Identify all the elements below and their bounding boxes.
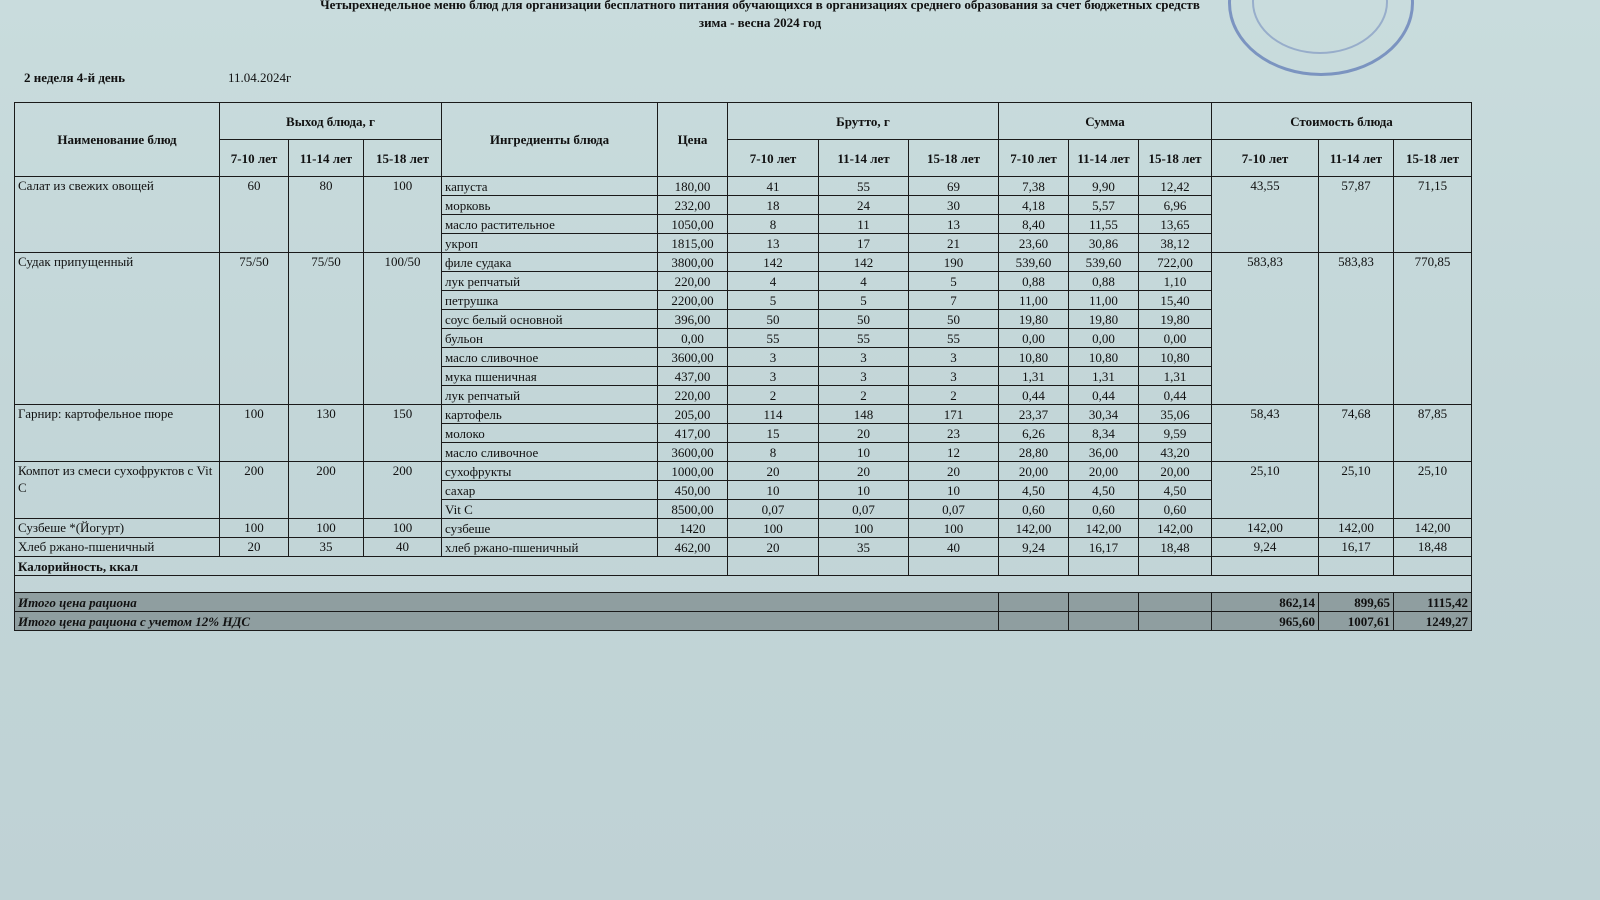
ingredient-sum: 10,80 — [1139, 348, 1212, 367]
col-output: Выход блюда, г — [220, 103, 442, 140]
ingredient-gross: 55 — [728, 329, 819, 348]
ingredient-sum: 20,00 — [1069, 462, 1139, 481]
ingredient-name: Vit C — [442, 500, 658, 519]
total-empty-cell — [1069, 612, 1139, 631]
ingredient-gross: 55 — [819, 329, 909, 348]
dish-cost: 16,17 — [1319, 538, 1394, 557]
week-day-label: 2 неделя 4-й день — [24, 70, 126, 85]
ingredient-sum: 19,80 — [999, 310, 1069, 329]
ingredient-gross: 0,07 — [909, 500, 999, 519]
ingredient-gross: 11 — [819, 215, 909, 234]
total-empty-cell — [1139, 593, 1212, 612]
blank-row — [15, 576, 1472, 593]
ingredient-gross: 190 — [909, 253, 999, 272]
ingredient-sum: 30,86 — [1069, 234, 1139, 253]
table-row — [15, 519, 1472, 538]
ingredient-name: молоко — [442, 424, 658, 443]
ingredient-sum: 35,06 — [1139, 405, 1212, 424]
ingredient-gross: 41 — [728, 177, 819, 196]
dish-cost: 25,10 — [1319, 462, 1394, 519]
calories-cell — [819, 557, 909, 576]
ingredient-gross: 13 — [909, 215, 999, 234]
dish-cost: 71,15 — [1394, 177, 1472, 253]
age-header: 7-10 лет — [999, 140, 1069, 177]
ingredient-gross: 40 — [909, 538, 999, 557]
dish-output: 40 — [364, 538, 442, 557]
age-header: 11-14 лет — [289, 140, 364, 177]
ingredient-sum: 19,80 — [1139, 310, 1212, 329]
ingredient-price: 220,00 — [658, 386, 728, 405]
col-ingredients: Ингредиенты блюда — [442, 103, 658, 177]
ingredient-gross: 100 — [728, 519, 819, 538]
ingredient-sum: 0,00 — [999, 329, 1069, 348]
ingredient-sum: 0,44 — [999, 386, 1069, 405]
ingredient-name: масло сливочное — [442, 443, 658, 462]
menu-body — [15, 177, 1472, 631]
dish-cost: 9,24 — [1212, 538, 1319, 557]
ingredient-sum: 12,42 — [1139, 177, 1212, 196]
ingredient-gross: 13 — [728, 234, 819, 253]
col-dish-name: Наименование блюд — [15, 103, 220, 177]
age-header: 7-10 лет — [728, 140, 819, 177]
dish-name: Хлеб ржано-пшеничный — [15, 538, 220, 557]
ingredient-gross: 8 — [728, 443, 819, 462]
ingredient-gross: 20 — [728, 538, 819, 557]
menu-date: 11.04.2024г — [228, 70, 292, 85]
calories-cell — [1069, 557, 1139, 576]
ingredient-gross: 50 — [819, 310, 909, 329]
table-row — [15, 405, 1472, 424]
dish-output: 200 — [289, 462, 364, 519]
dish-cost: 58,43 — [1212, 405, 1319, 462]
ingredient-gross: 3 — [909, 348, 999, 367]
total-empty-cell — [999, 593, 1069, 612]
ingredient-sum: 0,88 — [1069, 272, 1139, 291]
ingredient-gross: 0,07 — [819, 500, 909, 519]
age-header: 11-14 лет — [1069, 140, 1139, 177]
ingredient-gross: 21 — [909, 234, 999, 253]
ingredient-gross: 4 — [819, 272, 909, 291]
ingredient-gross: 2 — [909, 386, 999, 405]
age-header: 15-18 лет — [364, 140, 442, 177]
calories-cell — [1139, 557, 1212, 576]
ingredient-name: сухофрукты — [442, 462, 658, 481]
dish-cost: 87,85 — [1394, 405, 1472, 462]
ingredient-sum: 9,59 — [1139, 424, 1212, 443]
ingredient-sum: 18,48 — [1139, 538, 1212, 557]
dish-name: Салат из свежих овощей — [15, 177, 220, 253]
ingredient-name: лук репчатый — [442, 386, 658, 405]
ingredient-name: петрушка — [442, 291, 658, 310]
ingredient-sum: 1,10 — [1139, 272, 1212, 291]
ingredient-sum: 8,40 — [999, 215, 1069, 234]
ingredient-sum: 9,90 — [1069, 177, 1139, 196]
total-value: 965,60 — [1212, 612, 1319, 631]
ingredient-sum: 722,00 — [1139, 253, 1212, 272]
dish-cost: 583,83 — [1212, 253, 1319, 405]
dish-output: 80 — [289, 177, 364, 253]
ingredient-gross: 10 — [819, 481, 909, 500]
ingredient-sum: 11,00 — [1069, 291, 1139, 310]
ingredient-sum: 30,34 — [1069, 405, 1139, 424]
total-row — [15, 612, 1472, 631]
calories-label: Калорийность, ккал — [15, 557, 728, 576]
dish-cost: 43,55 — [1212, 177, 1319, 253]
dish-output: 60 — [220, 177, 289, 253]
ingredient-name: масло сливочное — [442, 348, 658, 367]
ingredient-sum: 7,38 — [999, 177, 1069, 196]
ingredient-sum: 43,20 — [1139, 443, 1212, 462]
ingredient-sum: 8,34 — [1069, 424, 1139, 443]
ingredient-name: масло растительное — [442, 215, 658, 234]
ingredient-sum: 13,65 — [1139, 215, 1212, 234]
ingredient-name: капуста — [442, 177, 658, 196]
ingredient-sum: 9,24 — [999, 538, 1069, 557]
ingredient-gross: 20 — [909, 462, 999, 481]
ingredient-price: 8500,00 — [658, 500, 728, 519]
dish-output: 100 — [364, 519, 442, 538]
ingredient-sum: 1,31 — [1139, 367, 1212, 386]
ingredient-gross: 23 — [909, 424, 999, 443]
ingredient-name: сахар — [442, 481, 658, 500]
ingredient-gross: 5 — [819, 291, 909, 310]
ingredient-gross: 55 — [909, 329, 999, 348]
ingredient-gross: 3 — [819, 367, 909, 386]
total-label: Итого цена рациона — [15, 593, 999, 612]
col-price: Цена — [658, 103, 728, 177]
ingredient-price: 205,00 — [658, 405, 728, 424]
ingredient-sum: 28,80 — [999, 443, 1069, 462]
age-header: 7-10 лет — [1212, 140, 1319, 177]
dish-output: 100 — [364, 177, 442, 253]
ingredient-sum: 16,17 — [1069, 538, 1139, 557]
dish-cost: 74,68 — [1319, 405, 1394, 462]
table-age-row — [15, 140, 1472, 177]
ingredient-price: 3800,00 — [658, 253, 728, 272]
dish-output: 130 — [289, 405, 364, 462]
ingredient-price: 437,00 — [658, 367, 728, 386]
total-label: Итого цена рациона с учетом 12% НДС — [15, 612, 999, 631]
blank-cell — [15, 576, 1472, 593]
ingredient-gross: 100 — [909, 519, 999, 538]
ingredient-gross: 69 — [909, 177, 999, 196]
ingredient-gross: 55 — [819, 177, 909, 196]
ingredient-gross: 10 — [819, 443, 909, 462]
ingredient-sum: 0,00 — [1139, 329, 1212, 348]
col-cost: Стоимость блюда — [1212, 103, 1472, 140]
age-header: 11-14 лет — [1319, 140, 1394, 177]
ingredient-gross: 12 — [909, 443, 999, 462]
ingredient-price: 232,00 — [658, 196, 728, 215]
ingredient-sum: 6,96 — [1139, 196, 1212, 215]
ingredient-gross: 30 — [909, 196, 999, 215]
total-empty-cell — [999, 612, 1069, 631]
ingredient-name: лук репчатый — [442, 272, 658, 291]
ingredient-sum: 0,60 — [1139, 500, 1212, 519]
ingredient-price: 450,00 — [658, 481, 728, 500]
ingredient-gross: 142 — [819, 253, 909, 272]
ingredient-sum: 36,00 — [1069, 443, 1139, 462]
dish-output: 100 — [289, 519, 364, 538]
dish-output: 150 — [364, 405, 442, 462]
table-row — [15, 253, 1472, 272]
ingredient-sum: 0,60 — [1069, 500, 1139, 519]
ingredient-gross: 5 — [909, 272, 999, 291]
dish-cost: 25,10 — [1394, 462, 1472, 519]
ingredient-sum: 10,80 — [1069, 348, 1139, 367]
ingredient-price: 1000,00 — [658, 462, 728, 481]
ingredient-price: 1050,00 — [658, 215, 728, 234]
ingredient-gross: 4 — [728, 272, 819, 291]
ingredient-price: 0,00 — [658, 329, 728, 348]
ingredient-sum: 19,80 — [1069, 310, 1139, 329]
table-row — [15, 538, 1472, 557]
calories-cell — [1394, 557, 1472, 576]
ingredient-sum: 11,00 — [999, 291, 1069, 310]
ingredient-gross: 3 — [819, 348, 909, 367]
ingredient-sum: 142,00 — [1069, 519, 1139, 538]
dish-output: 20 — [220, 538, 289, 557]
ingredient-sum: 0,00 — [1069, 329, 1139, 348]
ingredient-price: 220,00 — [658, 272, 728, 291]
ingredient-gross: 0,07 — [728, 500, 819, 519]
ingredient-gross: 17 — [819, 234, 909, 253]
dish-cost: 142,00 — [1394, 519, 1472, 538]
dish-output: 100/50 — [364, 253, 442, 405]
dish-cost: 583,83 — [1319, 253, 1394, 405]
total-row — [15, 593, 1472, 612]
ingredient-gross: 100 — [819, 519, 909, 538]
dish-name: Гарнир: картофельное пюре — [15, 405, 220, 462]
ingredient-sum: 1,31 — [1069, 367, 1139, 386]
ingredient-sum: 1,31 — [999, 367, 1069, 386]
ingredient-gross: 114 — [728, 405, 819, 424]
ingredient-sum: 11,55 — [1069, 215, 1139, 234]
title-line-1: Четырехнедельное меню блюд для организации бесплатного питания обучающихся в организациях среднего образования за счет бюджетных средств — [320, 0, 1200, 12]
ingredient-sum: 4,50 — [999, 481, 1069, 500]
ingredient-gross: 35 — [819, 538, 909, 557]
ingredient-name: укроп — [442, 234, 658, 253]
col-gross: Брутто, г — [728, 103, 999, 140]
ingredient-gross: 10 — [909, 481, 999, 500]
ingredient-sum: 0,44 — [1139, 386, 1212, 405]
ingredient-gross: 148 — [819, 405, 909, 424]
ingredient-sum: 15,40 — [1139, 291, 1212, 310]
dish-cost: 18,48 — [1394, 538, 1472, 557]
ingredient-sum: 6,26 — [999, 424, 1069, 443]
age-header: 15-18 лет — [1394, 140, 1472, 177]
table-row — [15, 462, 1472, 481]
ingredient-gross: 50 — [728, 310, 819, 329]
ingredient-sum: 20,00 — [999, 462, 1069, 481]
dish-output: 75/50 — [289, 253, 364, 405]
ingredient-price: 1815,00 — [658, 234, 728, 253]
ingredient-name: картофель — [442, 405, 658, 424]
total-value: 862,14 — [1212, 593, 1319, 612]
ingredient-gross: 142 — [728, 253, 819, 272]
ingredient-gross: 171 — [909, 405, 999, 424]
ingredient-price: 396,00 — [658, 310, 728, 329]
menu-table — [14, 102, 1472, 631]
ingredient-gross: 20 — [819, 424, 909, 443]
dish-name: Компот из смеси сухофруктов с Vit C — [15, 462, 220, 519]
calories-cell — [1319, 557, 1394, 576]
ingredient-sum: 142,00 — [1139, 519, 1212, 538]
age-header: 7-10 лет — [220, 140, 289, 177]
calories-cell — [999, 557, 1069, 576]
ingredient-gross: 5 — [728, 291, 819, 310]
total-empty-cell — [1069, 593, 1139, 612]
ingredient-name: филе судака — [442, 253, 658, 272]
total-value: 1115,42 — [1394, 593, 1472, 612]
ingredient-sum: 539,60 — [1069, 253, 1139, 272]
ingredient-name: соус белый основной — [442, 310, 658, 329]
ingredient-sum: 5,57 — [1069, 196, 1139, 215]
ingredient-gross: 2 — [819, 386, 909, 405]
ingredient-gross: 2 — [728, 386, 819, 405]
ingredient-price: 2200,00 — [658, 291, 728, 310]
dish-output: 100 — [220, 519, 289, 538]
ingredient-gross: 20 — [819, 462, 909, 481]
ingredient-sum: 539,60 — [999, 253, 1069, 272]
ingredient-name: хлеб ржано-пшеничный — [442, 538, 658, 557]
ingredient-name: морковь — [442, 196, 658, 215]
table-header-row — [15, 103, 1472, 140]
ingredient-price: 3600,00 — [658, 443, 728, 462]
calories-cell — [728, 557, 819, 576]
total-value: 1007,61 — [1319, 612, 1394, 631]
ingredient-sum: 0,44 — [1069, 386, 1139, 405]
ingredient-price: 417,00 — [658, 424, 728, 443]
dish-cost: 142,00 — [1319, 519, 1394, 538]
ingredient-sum: 4,50 — [1069, 481, 1139, 500]
age-header: 11-14 лет — [819, 140, 909, 177]
ingredient-gross: 3 — [728, 367, 819, 386]
ingredient-sum: 0,88 — [999, 272, 1069, 291]
ingredient-sum: 10,80 — [999, 348, 1069, 367]
dish-output: 100 — [220, 405, 289, 462]
ingredient-sum: 38,12 — [1139, 234, 1212, 253]
calories-cell — [1212, 557, 1319, 576]
ingredient-sum: 4,18 — [999, 196, 1069, 215]
ingredient-name: бульон — [442, 329, 658, 348]
dish-output: 200 — [220, 462, 289, 519]
total-value: 899,65 — [1319, 593, 1394, 612]
total-empty-cell — [1139, 612, 1212, 631]
ingredient-sum: 0,60 — [999, 500, 1069, 519]
ingredient-gross: 15 — [728, 424, 819, 443]
dish-name: Судак припущенный — [15, 253, 220, 405]
calories-row — [15, 557, 1472, 576]
age-header: 15-18 лет — [1139, 140, 1212, 177]
ingredient-gross: 3 — [909, 367, 999, 386]
calories-cell — [909, 557, 999, 576]
table-row — [15, 177, 1472, 196]
ingredient-sum: 20,00 — [1139, 462, 1212, 481]
ingredient-sum: 4,50 — [1139, 481, 1212, 500]
ingredient-gross: 18 — [728, 196, 819, 215]
ingredient-sum: 142,00 — [999, 519, 1069, 538]
ingredient-sum: 23,37 — [999, 405, 1069, 424]
ingredient-gross: 50 — [909, 310, 999, 329]
ingredient-gross: 8 — [728, 215, 819, 234]
ingredient-gross: 3 — [728, 348, 819, 367]
age-header: 15-18 лет — [909, 140, 999, 177]
dish-cost: 142,00 — [1212, 519, 1319, 538]
ingredient-gross: 20 — [728, 462, 819, 481]
dish-name: Сузбеше *(Йогурт) — [15, 519, 220, 538]
dish-output: 35 — [289, 538, 364, 557]
ingredient-name: мука пшеничная — [442, 367, 658, 386]
title-line-2: зима - весна 2024 год — [698, 15, 822, 30]
ingredient-gross: 10 — [728, 481, 819, 500]
ingredient-price: 180,00 — [658, 177, 728, 196]
document-title — [0, 0, 1520, 32]
dish-cost: 25,10 — [1212, 462, 1319, 519]
dish-output: 75/50 — [220, 253, 289, 405]
ingredient-price: 1420 — [658, 519, 728, 538]
ingredient-price: 3600,00 — [658, 348, 728, 367]
ingredient-price: 462,00 — [658, 538, 728, 557]
total-value: 1249,27 — [1394, 612, 1472, 631]
dish-cost: 57,87 — [1319, 177, 1394, 253]
dish-output: 200 — [364, 462, 442, 519]
ingredient-name: сузбеше — [442, 519, 658, 538]
ingredient-sum: 23,60 — [999, 234, 1069, 253]
dish-cost: 770,85 — [1394, 253, 1472, 405]
col-sum: Сумма — [999, 103, 1212, 140]
ingredient-gross: 24 — [819, 196, 909, 215]
ingredient-gross: 7 — [909, 291, 999, 310]
